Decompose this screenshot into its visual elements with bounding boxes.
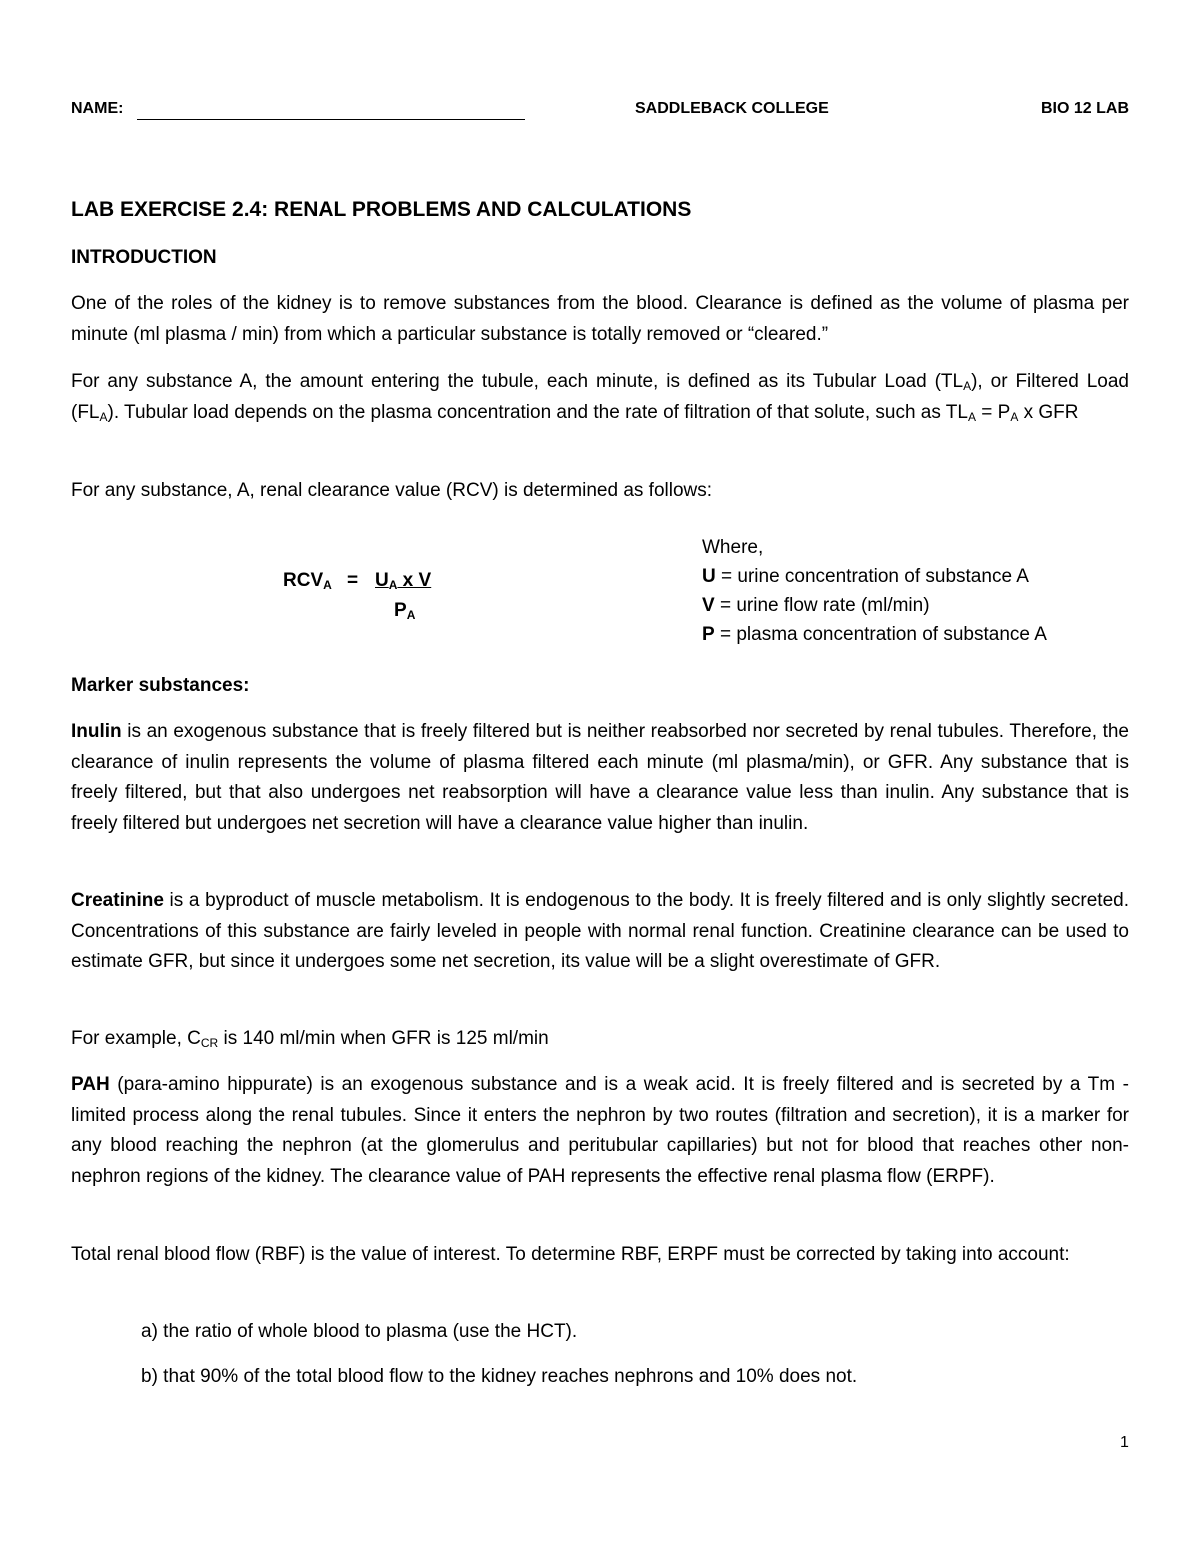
introduction-heading: INTRODUCTION bbox=[71, 247, 217, 268]
pah-paragraph: PAH (para-amino hippurate) is an exogenous substance and is a weak acid. It is freely filtered and is secreted by a Tm -limited process along the renal tubules. Since it enters the nephron by two routes (filtration and secretion), it is a marker for any blood reaching the nephron (at the glomerulus and peritubular capillaries) but not for blood that reaches other non-nephron regions of the kidney. The clearance value of PAH represents the effective renal plasma flow (ERPF). bbox=[71, 1074, 1129, 1187]
formula-lhs: $RCV_A$ bbox=[283, 570, 332, 592]
course-name: BIO 12 LAB bbox=[1040, 100, 1129, 117]
legend-item-p: P = plasma concentration of substance A bbox=[702, 624, 1047, 645]
college-name: SADDLEBACK COLLEGE bbox=[635, 100, 829, 117]
formula-equals: = bbox=[347, 570, 359, 591]
page-number: 1 bbox=[1120, 1434, 1129, 1451]
legend-item-v: V = urine flow rate (ml/min) bbox=[702, 595, 930, 616]
inulin-paragraph: Inulin is an exogenous substance that is freely filtered but is neither reabsorbed nor secreted by renal tubules. Therefore, the clearance of inulin represents the volume of plasma filtered each minute (ml plasma/min), or GFR. Any substance that is freely filtered, but that also undergoes net reabsorption will have a clearance value less than inulin. Any substance that is freely filtered but undergoes net secretion will have a clearance value higher than inulin. bbox=[71, 721, 1129, 834]
formula-legend bbox=[702, 533, 1047, 649]
formula-numerator: $U_A$ x V bbox=[375, 570, 432, 592]
marker-substances-heading: Marker substances: bbox=[71, 675, 250, 696]
list-item-hct: a) the ratio of whole blood to plasma (use the HCT). bbox=[141, 1321, 578, 1342]
list-item-nephron-flow: b) that 90% of the total blood flow to the kidney reaches nephrons and 10% does not. bbox=[141, 1366, 858, 1387]
legend-item-u: U = urine concentration of substance A bbox=[702, 566, 1029, 587]
page-header bbox=[71, 100, 1129, 124]
creatinine-example: For example, $C_{CR}$ is 140 ml/min when GFR is 125 ml/min bbox=[71, 1028, 549, 1050]
intro-paragraph-clearance: One of the roles of the kidney is to remove substances from the blood. Clearance is defined as the volume of plasma per minute (ml plasma / min) from which a particular substance is totally removed or “cleared.” bbox=[71, 293, 1129, 345]
legend-intro: Where, bbox=[702, 537, 764, 558]
intro-paragraph-tubular-load: For any substance A, the amount entering the tubule, each minute, is defined as its Tubular Load $(TL_A)$, or Filtered Load $(FL_A)$. Tubular load depends on the plasma concentration and the rate of filtration of that solute, such as $TL_A = P_A$ x GFR bbox=[71, 371, 1129, 424]
rcv-formula bbox=[283, 570, 463, 630]
name-blank-line bbox=[137, 119, 525, 120]
formula-denominator: $P_A$ bbox=[394, 600, 416, 622]
page-title: LAB EXERCISE 2.4: RENAL PROBLEMS AND CALCULATIONS bbox=[71, 198, 692, 221]
rbf-paragraph: Total renal blood flow (RBF) is the value of interest. To determine RBF, ERPF must be corrected by taking into account: bbox=[71, 1244, 1070, 1265]
intro-paragraph-rcv: For any substance, A, renal clearance value (RCV) is determined as follows: bbox=[71, 480, 713, 501]
creatinine-paragraph: Creatinine is a byproduct of muscle metabolism. It is endogenous to the body. It is freely filtered and is only slightly secreted. Concentrations of this substance are fairly leveled in people with normal renal function. Creatinine clearance can be used to estimate GFR, but since it undergoes some net secretion, its value will be a slight overestimate of GFR. bbox=[71, 890, 1129, 972]
name-label: NAME: bbox=[71, 100, 124, 117]
